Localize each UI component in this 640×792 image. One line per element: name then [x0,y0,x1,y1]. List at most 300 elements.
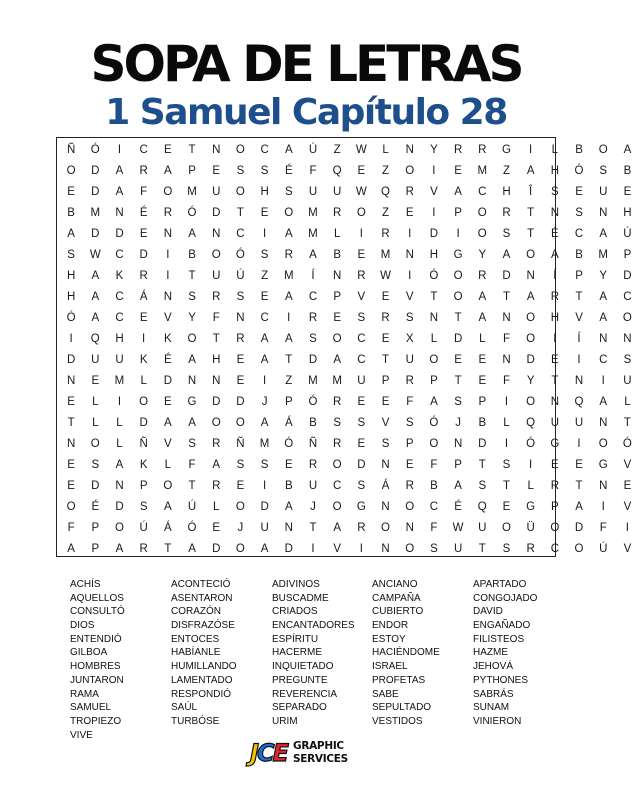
grid-cell[interactable]: A [115,164,124,177]
grid-cell[interactable]: Ú [236,269,245,282]
grid-cell[interactable]: G [550,437,560,450]
grid-cell[interactable]: M [308,374,318,387]
grid-cell[interactable]: T [527,206,535,219]
grid-cell[interactable]: H [502,185,511,198]
grid-cell[interactable]: F [188,458,196,471]
grid-cell[interactable]: N [333,269,342,282]
grid-cell[interactable]: P [454,458,462,471]
grid-cell[interactable]: V [623,542,632,555]
grid-cell[interactable]: K [139,458,148,471]
grid-cell[interactable]: U [357,374,366,387]
grid-cell[interactable]: H [429,248,439,261]
grid-cell[interactable]: E [357,248,366,261]
grid-cell[interactable]: A [67,227,75,240]
grid-cell[interactable]: N [599,479,608,492]
grid-cell[interactable]: H [550,311,559,324]
grid-cell[interactable]: S [478,479,487,492]
grid-cell[interactable]: O [550,521,560,534]
grid-cell[interactable]: R [357,269,366,282]
grid-cell[interactable]: V [333,542,341,555]
grid-cell[interactable]: T [575,290,583,303]
grid-cell[interactable]: R [381,227,390,240]
grid-cell[interactable]: D [212,395,221,408]
grid-cell[interactable]: A [526,164,535,177]
grid-cell[interactable]: Ñ [66,143,76,156]
grid-cell[interactable]: S [309,332,317,345]
grid-cell[interactable]: L [92,395,99,408]
grid-cell[interactable]: R [405,374,414,387]
grid-cell[interactable]: N [163,227,172,240]
grid-cell[interactable]: D [478,437,487,450]
grid-cell[interactable]: O [453,290,463,303]
grid-cell[interactable]: S [260,164,269,177]
grid-cell[interactable]: E [623,479,632,492]
grid-cell[interactable]: A [478,311,487,324]
grid-cell[interactable]: N [599,206,608,219]
grid-cell[interactable]: B [623,164,632,177]
grid-cell[interactable]: F [430,458,438,471]
grid-cell[interactable]: I [625,521,629,534]
grid-cell[interactable]: E [478,374,487,387]
grid-cell[interactable]: N [599,416,608,429]
grid-cell[interactable]: P [623,248,632,261]
grid-cell[interactable]: O [90,437,100,450]
grid-cell[interactable]: A [284,290,293,303]
grid-cell[interactable]: W [380,269,391,282]
grid-cell[interactable]: I [359,227,363,240]
grid-cell[interactable]: A [454,479,462,492]
grid-cell[interactable]: A [551,248,559,261]
grid-cell[interactable]: Î [529,185,533,198]
grid-cell[interactable]: S [139,500,148,513]
grid-cell[interactable]: A [67,542,75,555]
grid-cell[interactable]: N [212,227,221,240]
grid-cell[interactable]: Í [577,332,581,345]
grid-cell[interactable]: P [405,437,414,450]
grid-cell[interactable]: I [432,206,436,219]
grid-cell[interactable]: B [309,416,317,429]
grid-cell[interactable]: B [575,248,583,261]
grid-cell[interactable]: D [115,500,124,513]
grid-cell[interactable]: A [164,500,172,513]
grid-cell[interactable]: S [260,458,269,471]
grid-cell[interactable]: P [454,206,462,219]
grid-cell[interactable]: S [357,311,366,324]
grid-cell[interactable]: Z [333,143,341,156]
grid-cell[interactable]: Ó [284,437,294,450]
grid-cell[interactable]: D [212,206,221,219]
grid-cell[interactable]: E [67,185,75,198]
grid-cell[interactable]: E [333,311,341,324]
grid-cell[interactable]: O [405,542,415,555]
grid-cell[interactable]: I [504,437,509,450]
grid-cell[interactable]: L [527,479,534,492]
grid-cell[interactable]: E [357,164,366,177]
grid-cell[interactable]: E [575,185,583,198]
grid-cell[interactable]: E [67,458,75,471]
grid-cell[interactable]: M [477,164,488,177]
grid-cell[interactable]: T [430,290,438,303]
grid-cell[interactable]: N [453,437,463,450]
grid-cell[interactable]: C [550,542,559,555]
grid-cell[interactable]: Ó [308,395,318,408]
grid-cell[interactable]: O [187,332,197,345]
grid-cell[interactable]: R [212,290,221,303]
grid-cell[interactable]: L [382,143,389,156]
grid-cell[interactable]: I [311,542,315,555]
grid-cell[interactable]: D [212,542,221,555]
grid-cell[interactable]: D [357,458,366,471]
grid-cell[interactable]: V [164,311,172,324]
grid-cell[interactable]: J [310,500,316,513]
grid-cell[interactable]: E [164,143,172,156]
grid-cell[interactable]: P [139,479,148,492]
grid-cell[interactable]: N [574,374,584,387]
grid-cell[interactable]: Ú [623,227,632,240]
grid-cell[interactable]: R [284,248,293,261]
grid-cell[interactable]: S [188,290,196,303]
grid-cell[interactable]: I [359,542,363,555]
grid-cell[interactable]: A [502,248,511,261]
grid-cell[interactable]: S [91,458,100,471]
grid-cell[interactable]: O [235,185,245,198]
grid-cell[interactable]: S [236,164,245,177]
grid-cell[interactable]: R [139,164,148,177]
grid-cell[interactable]: N [550,395,559,408]
grid-cell[interactable]: Q [381,185,390,198]
grid-cell[interactable]: R [236,332,245,345]
grid-cell[interactable]: V [405,290,414,303]
grid-cell[interactable]: D [453,332,463,345]
grid-cell[interactable]: O [477,206,487,219]
grid-cell[interactable]: U [212,269,221,282]
grid-cell[interactable]: J [237,521,244,534]
grid-cell[interactable]: M [114,374,125,387]
grid-cell[interactable]: Ú [308,143,318,156]
grid-cell[interactable]: B [284,479,293,492]
grid-cell[interactable]: I [166,248,170,261]
grid-cell[interactable]: M [90,206,101,219]
grid-cell[interactable]: S [357,479,366,492]
grid-cell[interactable]: P [430,374,438,387]
grid-cell[interactable]: M [332,374,342,387]
grid-cell[interactable]: A [454,185,462,198]
grid-cell[interactable]: K [115,269,124,282]
grid-cell[interactable]: É [284,164,293,177]
grid-cell[interactable]: S [502,542,511,555]
grid-cell[interactable]: O [284,206,294,219]
grid-cell[interactable]: A [91,311,100,324]
grid-cell[interactable]: H [260,185,269,198]
grid-cell[interactable]: Z [382,164,390,177]
grid-cell[interactable]: D [526,353,535,366]
grid-cell[interactable]: G [526,500,536,513]
grid-cell[interactable]: T [551,374,559,387]
grid-cell[interactable]: U [478,521,487,534]
grid-cell[interactable]: P [478,395,487,408]
grid-cell[interactable]: O [211,248,221,261]
grid-cell[interactable]: U [333,185,342,198]
grid-cell[interactable]: I [577,437,581,450]
grid-cell[interactable]: Ó [187,206,197,219]
grid-cell[interactable]: O [574,542,584,555]
grid-cell[interactable]: E [381,290,390,303]
grid-cell[interactable]: O [405,500,415,513]
grid-cell[interactable]: D [502,269,511,282]
grid-cell[interactable]: I [262,374,267,387]
grid-cell[interactable]: S [551,185,559,198]
grid-cell[interactable]: O [598,143,608,156]
grid-cell[interactable]: Ñ [139,437,148,450]
grid-cell[interactable]: O [526,248,536,261]
grid-cell[interactable]: T [285,353,293,366]
grid-cell[interactable]: O [235,143,245,156]
grid-cell[interactable]: F [406,395,414,408]
grid-cell[interactable]: G [356,500,366,513]
grid-cell[interactable]: V [381,416,390,429]
grid-cell[interactable]: Y [599,269,608,282]
grid-cell[interactable]: Á [139,290,148,303]
grid-cell[interactable]: Ó [66,311,76,324]
grid-cell[interactable]: S [430,542,438,555]
grid-cell[interactable]: D [163,374,172,387]
grid-cell[interactable]: E [454,353,462,366]
grid-cell[interactable]: U [574,416,584,429]
grid-cell[interactable]: S [575,206,583,219]
grid-cell[interactable]: H [212,353,221,366]
grid-cell[interactable]: A [164,416,172,429]
grid-cell[interactable]: G [453,248,463,261]
grid-cell[interactable]: C [599,353,608,366]
grid-cell[interactable]: D [139,416,148,429]
grid-cell[interactable]: Í [311,269,315,282]
grid-cell[interactable]: O [332,458,342,471]
grid-cell[interactable]: O [235,500,245,513]
grid-cell[interactable]: V [357,290,366,303]
grid-cell[interactable]: R [453,143,463,156]
grid-cell[interactable]: L [333,227,341,240]
grid-cell[interactable]: U [115,353,124,366]
grid-cell[interactable]: E [212,521,221,534]
grid-cell[interactable]: J [261,395,268,408]
grid-cell[interactable]: H [623,206,632,219]
grid-cell[interactable]: A [115,458,124,471]
grid-cell[interactable]: T [502,290,510,303]
grid-cell[interactable]: O [66,164,76,177]
grid-cell[interactable]: R [163,206,172,219]
grid-cell[interactable]: I [408,227,412,240]
grid-cell[interactable]: A [284,143,293,156]
grid-cell[interactable]: U [212,185,221,198]
grid-cell[interactable]: T [454,311,462,324]
grid-cell[interactable]: W [89,248,101,261]
grid-cell[interactable]: A [599,227,608,240]
grid-cell[interactable]: Ú [599,542,608,555]
grid-cell[interactable]: Z [261,269,269,282]
grid-cell[interactable]: I [529,143,533,156]
grid-cell[interactable]: Í [553,269,557,282]
grid-cell[interactable]: M [598,248,609,261]
grid-cell[interactable]: L [164,458,172,471]
grid-cell[interactable]: N [502,353,511,366]
grid-cell[interactable]: Ñ [236,437,245,450]
grid-cell[interactable]: O [429,437,439,450]
grid-cell[interactable]: R [139,269,148,282]
grid-cell[interactable]: E [212,164,221,177]
grid-cell[interactable]: H [66,290,76,303]
grid-cell[interactable]: U [453,542,463,555]
grid-cell[interactable]: B [575,143,583,156]
grid-cell[interactable]: P [91,521,100,534]
grid-cell[interactable]: G [501,143,511,156]
grid-cell[interactable]: R [212,437,221,450]
grid-cell[interactable]: R [502,206,511,219]
grid-cell[interactable]: C [574,227,584,240]
grid-cell[interactable]: P [575,269,583,282]
grid-cell[interactable]: C [260,311,269,324]
grid-cell[interactable]: G [187,395,197,408]
grid-cell[interactable]: O [526,395,536,408]
grid-cell[interactable]: M [259,437,270,450]
grid-cell[interactable]: A [333,521,341,534]
grid-cell[interactable]: Ú [139,521,148,534]
grid-cell[interactable]: É [454,500,462,513]
grid-cell[interactable]: R [550,290,559,303]
grid-cell[interactable]: F [309,164,317,177]
grid-cell[interactable]: O [453,269,463,282]
grid-cell[interactable]: O [381,521,390,534]
grid-cell[interactable]: R [405,479,414,492]
grid-cell[interactable]: D [91,185,100,198]
grid-cell[interactable]: A [188,227,196,240]
grid-cell[interactable]: I [117,143,122,156]
grid-cell[interactable]: R [478,143,487,156]
grid-cell[interactable]: A [188,416,196,429]
grid-cell[interactable]: T [575,479,583,492]
grid-cell[interactable]: T [527,227,535,240]
grid-cell[interactable]: K [139,353,148,366]
grid-cell[interactable]: A [212,458,221,471]
grid-cell[interactable]: D [236,395,245,408]
grid-cell[interactable]: D [91,164,100,177]
grid-cell[interactable]: A [188,353,196,366]
grid-cell[interactable]: V [575,311,583,324]
grid-cell[interactable]: T [67,416,75,429]
grid-cell[interactable]: E [381,395,390,408]
grid-cell[interactable]: R [526,542,535,555]
grid-cell[interactable]: A [599,311,608,324]
grid-cell[interactable]: E [91,374,100,387]
grid-cell[interactable]: I [529,458,533,471]
grid-cell[interactable]: N [115,479,124,492]
grid-cell[interactable]: R [357,521,366,534]
grid-cell[interactable]: O [235,542,245,555]
grid-cell[interactable]: L [92,416,99,429]
grid-cell[interactable]: I [117,395,122,408]
grid-cell[interactable]: A [430,395,438,408]
grid-cell[interactable]: V [430,185,438,198]
grid-cell[interactable]: D [91,479,100,492]
grid-cell[interactable]: N [381,458,390,471]
grid-cell[interactable]: W [452,521,464,534]
grid-cell[interactable]: N [599,332,608,345]
grid-cell[interactable]: E [478,353,487,366]
grid-cell[interactable]: C [139,143,148,156]
grid-cell[interactable]: Z [502,164,510,177]
grid-cell[interactable]: P [333,290,341,303]
grid-cell[interactable]: T [382,353,390,366]
grid-cell[interactable]: F [67,521,75,534]
grid-cell[interactable]: I [262,227,267,240]
grid-cell[interactable]: Ñ [308,437,318,450]
grid-cell[interactable]: S [405,416,414,429]
grid-cell[interactable]: O [163,479,173,492]
grid-cell[interactable]: O [66,500,76,513]
grid-cell[interactable]: F [599,521,607,534]
grid-cell[interactable]: N [381,542,390,555]
grid-cell[interactable]: S [502,458,511,471]
grid-cell[interactable]: Z [382,206,390,219]
grid-cell[interactable]: H [550,164,559,177]
grid-cell[interactable]: O [598,437,608,450]
grid-cell[interactable]: V [623,458,632,471]
grid-cell[interactable]: R [308,458,318,471]
grid-cell[interactable]: E [260,206,269,219]
grid-cell[interactable]: S [333,416,341,429]
grid-cell[interactable]: N [405,143,414,156]
grid-cell[interactable]: S [381,437,390,450]
grid-cell[interactable]: C [429,500,439,513]
grid-cell[interactable]: S [188,437,196,450]
grid-cell[interactable]: C [357,332,366,345]
grid-cell[interactable]: T [478,458,486,471]
grid-cell[interactable]: S [236,458,245,471]
grid-cell[interactable]: A [260,353,269,366]
grid-cell[interactable]: Ü [526,521,535,534]
grid-cell[interactable]: R [381,311,390,324]
grid-cell[interactable]: O [235,416,245,429]
grid-cell[interactable]: Y [478,248,487,261]
grid-cell[interactable]: V [164,437,172,450]
grid-cell[interactable]: O [114,521,124,534]
grid-cell[interactable]: F [502,332,510,345]
grid-cell[interactable]: A [333,353,341,366]
grid-cell[interactable]: E [139,311,148,324]
grid-cell[interactable]: M [283,269,294,282]
grid-cell[interactable]: R [550,479,559,492]
grid-cell[interactable]: I [601,500,605,513]
grid-cell[interactable]: C [357,353,366,366]
grid-cell[interactable]: R [405,185,414,198]
grid-cell[interactable]: M [308,206,318,219]
grid-cell[interactable]: D [260,500,269,513]
grid-cell[interactable]: A [284,500,293,513]
grid-cell[interactable]: I [142,332,146,345]
grid-cell[interactable]: A [284,332,293,345]
grid-cell[interactable]: U [623,374,632,387]
grid-cell[interactable]: F [140,185,148,198]
grid-cell[interactable]: L [116,437,123,450]
grid-cell[interactable]: U [91,353,100,366]
grid-cell[interactable]: S [623,353,632,366]
grid-cell[interactable]: A [526,290,535,303]
grid-cell[interactable]: E [405,458,414,471]
grid-cell[interactable]: J [455,416,461,429]
grid-cell[interactable]: E [164,395,172,408]
grid-cell[interactable]: B [188,248,196,261]
grid-cell[interactable]: S [454,395,462,408]
grid-cell[interactable]: É [91,500,100,513]
